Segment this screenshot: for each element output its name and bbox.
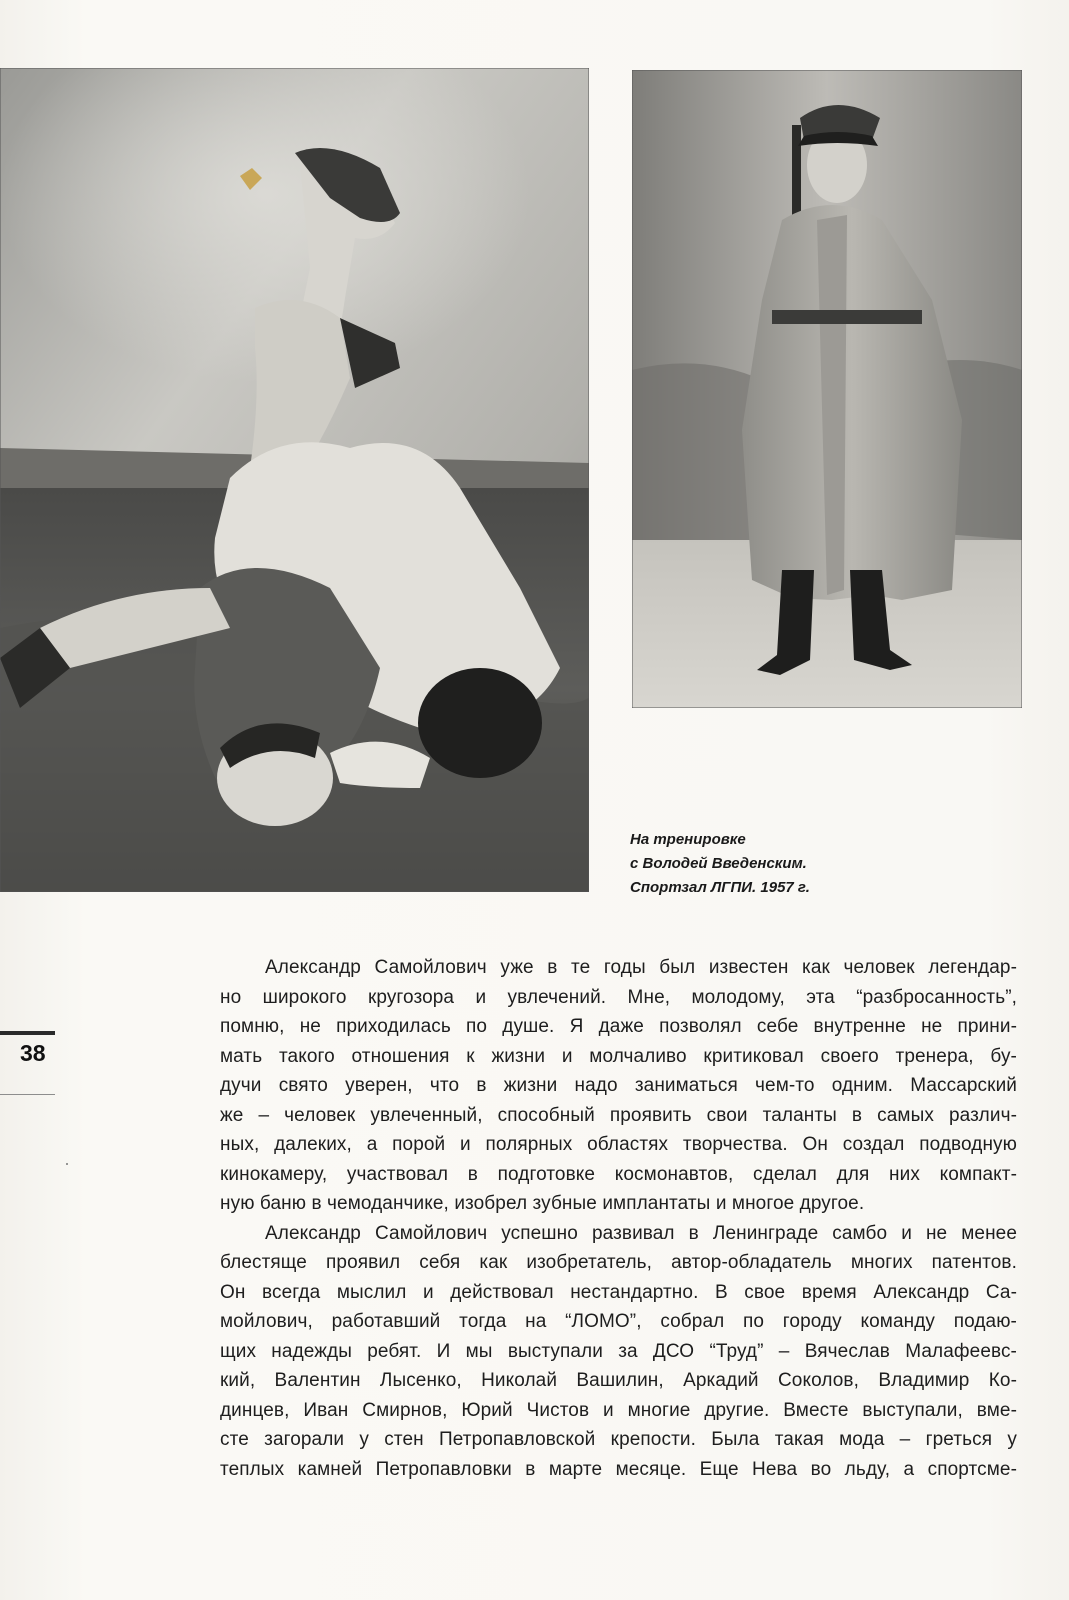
text-line: же – человек увлеченный, способный проявить свои таланты в самых различ- — [220, 1104, 1017, 1126]
page-number-rule-top — [0, 1031, 55, 1035]
caption-line: Спортзал ЛГПИ. 1957 г. — [630, 879, 810, 896]
text-line: теплых камней Петропавловки в марте месяце. Еще Нева во льду, а спортсме- — [220, 1458, 1017, 1480]
page-number-rule-bottom — [0, 1094, 55, 1095]
wrestling-photo-image — [0, 68, 589, 892]
text-line: ных, далеких, а порой и полярных областях творчества. Он создал подводную — [220, 1134, 1017, 1155]
print-speck — [66, 1163, 68, 1165]
page-number: 38 — [20, 1040, 46, 1066]
text-line: сте загорали у стен Петропавловской крепости. Была такая мода – греться у — [220, 1429, 1017, 1450]
photo-caption — [630, 828, 1030, 900]
text-line: кий, Валентин Лысенко, Николай Вашилин, Аркадий Соколов, Владимир Ко- — [220, 1370, 1017, 1391]
caption-line: с Володей Введенским. — [630, 855, 807, 872]
text-line: мойлович, работавший тогда на “ЛОМО”, собрал по городу команду подаю- — [220, 1311, 1017, 1332]
text-line: но широкого кругозора и увлечений. Мне, молодому, эта “разбросанность”, — [220, 986, 1017, 1008]
text-line: динцев, Иван Смирнов, Юрий Чистов и многие другие. Вместе выступали, вме- — [220, 1399, 1017, 1421]
text-line: дучи свято уверен, что в жизни надо заниматься чем-то одним. Массарский — [220, 1075, 1017, 1096]
soldier-greatcoat-photo — [632, 70, 1022, 708]
soldier-photo-image — [632, 70, 1022, 708]
text-line: Он всегда мыслил и действовал нестандартно. В свое время Александр Са- — [220, 1281, 1017, 1303]
text-line: Александр Самойлович уже в те годы был известен как человек легендар- — [265, 957, 1017, 978]
text-line: блестяще проявил себя как изобретатель, автор-обладатель многих патентов. — [220, 1252, 1017, 1273]
text-line: помню, не приходилась по душе. Я даже позволял себе внутренне не прини- — [220, 1016, 1017, 1037]
text-line: щих надежды ребят. И мы выступали за ДСО “Труд” – Вячеслав Малафеевс- — [220, 1340, 1017, 1362]
caption-line: На тренировке — [630, 831, 746, 848]
text-line: Александр Самойлович успешно развивал в Ленинграде самбо и не менее — [265, 1222, 1017, 1244]
body-text — [220, 953, 1017, 1484]
text-line: кинокамеру, участвовал в подготовке космонавтов, сделал для них компакт- — [220, 1163, 1017, 1185]
wrestling-training-photo — [0, 68, 589, 892]
text-line: мать такого отношения к жизни и молчаливо критиковал своего тренера, бу- — [220, 1045, 1017, 1067]
text-line: ную баню в чемоданчике, изобрел зубные имплантаты и многое другое. — [220, 1193, 865, 1214]
